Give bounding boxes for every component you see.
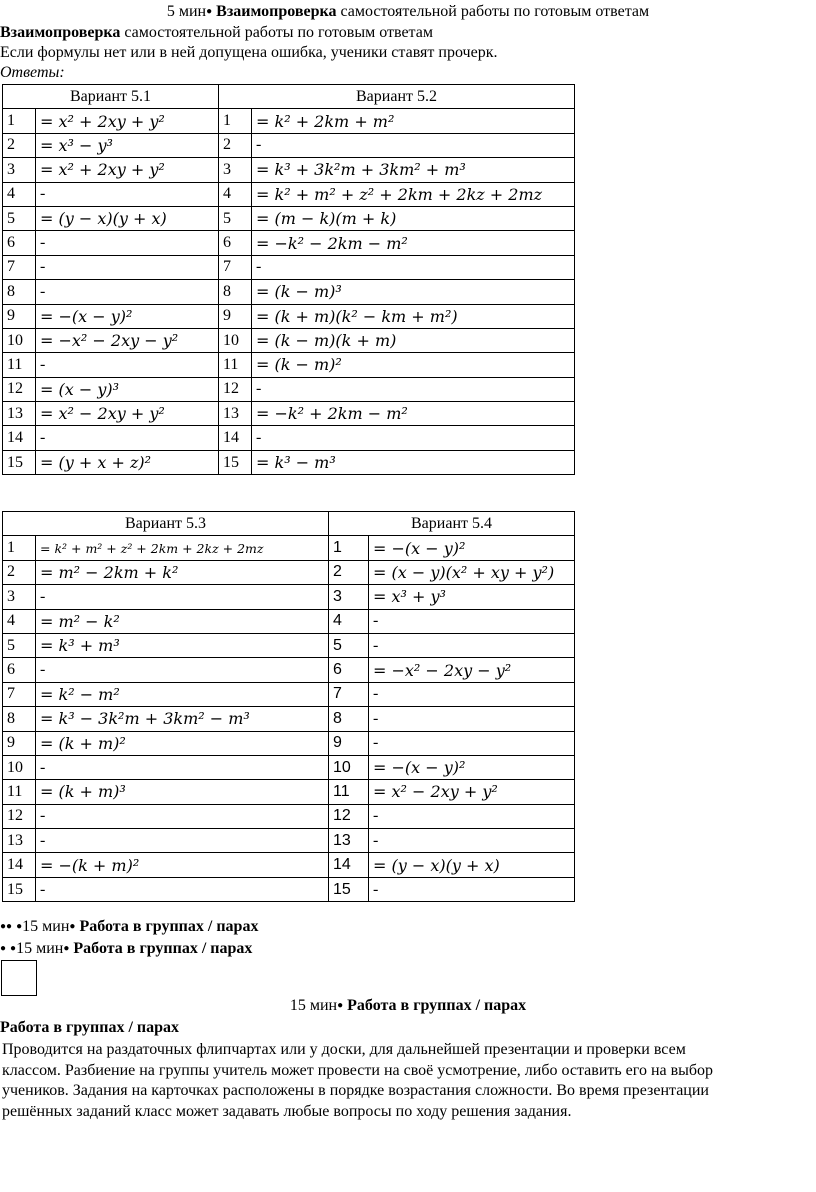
task-number: 11 <box>3 353 36 377</box>
task-number: 13 <box>3 402 36 426</box>
bullet-icon <box>63 940 69 957</box>
table-row <box>3 280 575 304</box>
bullet-icon <box>0 940 6 957</box>
task-number: 10 <box>3 328 36 352</box>
task-number: 13 <box>329 829 369 853</box>
table-header-row <box>3 85 575 109</box>
answer-cell: = k³ − 3k²m + 3km² − m³ <box>36 707 329 731</box>
task-number: 5 <box>219 206 252 230</box>
answer-cell: = (k − m)² <box>252 353 575 377</box>
task-number: 11 <box>329 780 369 804</box>
task-number: 2 <box>219 133 252 157</box>
answer-cell: = x² + 2xy + y² <box>36 109 219 133</box>
answer-cell: = (k + m)² <box>36 731 329 755</box>
table-row <box>3 877 575 901</box>
answer-cell: = k³ − m³ <box>252 450 575 474</box>
answers-table-2 <box>2 511 575 902</box>
table-row <box>3 231 575 255</box>
variant-header: Вариант 5.1 <box>3 85 219 109</box>
task-number: 7 <box>3 682 36 706</box>
table-row <box>3 707 575 731</box>
task-number: 11 <box>3 780 36 804</box>
answer-cell: = −k² − 2km − m² <box>252 231 575 255</box>
header-time: 5 мин <box>166 3 207 20</box>
table-row <box>3 609 575 633</box>
table-row <box>3 182 575 206</box>
answer-cell: - <box>369 804 575 828</box>
answer-cell: - <box>36 585 329 609</box>
paragraph-line: Проводится на раздаточных флипчартах или у доски, для дальнейшей презентации и проверки всем <box>2 1041 686 1058</box>
answer-cell: = k³ + m³ <box>36 633 329 657</box>
task-number: 6 <box>219 231 252 255</box>
answer-cell: = −x² − 2xy − y² <box>369 658 575 682</box>
answer-cell: = (x − y)³ <box>36 377 219 401</box>
answer-cell: - <box>36 658 329 682</box>
answer-cell: - <box>252 255 575 279</box>
instruction-line: Если формулы нет или в ней допущена ошибка, ученики ставят прочерк. <box>0 44 498 61</box>
task-number: 13 <box>3 829 36 853</box>
answer-cell: = k² + m² + z² + 2km + 2kz + 2mz <box>36 536 329 560</box>
task-number: 15 <box>3 877 36 901</box>
answer-cell: = (k − m)(k + m) <box>252 328 575 352</box>
task-number: 1 <box>3 536 36 560</box>
table-row <box>3 450 575 474</box>
answer-cell: = (k + m)(k² − km + m²) <box>252 304 575 328</box>
answers-table-1 <box>2 84 575 475</box>
table-row <box>3 377 575 401</box>
variant-header: Вариант 5.2 <box>219 85 575 109</box>
answer-cell: - <box>36 755 329 779</box>
table-row <box>3 206 575 230</box>
table-row <box>3 158 575 182</box>
task-number: 14 <box>219 426 252 450</box>
answer-cell: - <box>369 633 575 657</box>
answer-cell: - <box>369 609 575 633</box>
answer-cell: = k³ + 3k²m + 3km² + m³ <box>252 158 575 182</box>
task-number: 10 <box>3 755 36 779</box>
task-number: 4 <box>329 609 369 633</box>
paragraph-line: решённых заданий класс может задавать любые вопросы по ходу решения задания. <box>2 1102 572 1120</box>
answer-cell: = x² − 2xy + y² <box>369 780 575 804</box>
answer-cell: - <box>252 377 575 401</box>
table-row <box>3 328 575 352</box>
answer-cell: = (y − x)(y + x) <box>36 206 219 230</box>
description-paragraph <box>2 1040 802 1122</box>
task-number: 11 <box>219 353 252 377</box>
task-number: 6 <box>3 231 36 255</box>
task-number: 9 <box>3 304 36 328</box>
answer-cell: = (k + m)³ <box>36 780 329 804</box>
group-line-1: ● ● ● 15 мин● Работа в группах / парах <box>0 917 258 937</box>
task-number: 15 <box>3 450 36 474</box>
answer-cell: = x² − 2xy + y² <box>36 402 219 426</box>
answer-cell: = x³ − y³ <box>36 133 219 157</box>
answer-cell: = m² − k² <box>36 609 329 633</box>
answer-cell: - <box>36 280 219 304</box>
task-number: 3 <box>3 158 36 182</box>
paragraph-line: классом. Разбиение на группы учитель может провести на своё усмотрение, либо оставить его на выбор <box>2 1061 714 1079</box>
header-line <box>0 2 816 22</box>
task-number: 3 <box>3 585 36 609</box>
task-number: 9 <box>329 731 369 755</box>
header-bold: Взаимопроверка <box>216 3 337 20</box>
answer-cell: - <box>36 829 329 853</box>
header-rest: самостоятельной работы по готовым ответам <box>336 3 650 20</box>
answer-cell: = −(x − y)² <box>36 304 219 328</box>
answer-cell: = −(k + m)² <box>36 853 329 877</box>
answer-cell: - <box>36 353 219 377</box>
answer-cell: = −k² + 2km − m² <box>252 402 575 426</box>
table-row <box>3 585 575 609</box>
task-number: 1 <box>3 109 36 133</box>
task-number: 14 <box>3 426 36 450</box>
answer-cell: = k² + 2km + m² <box>252 109 575 133</box>
task-number: 6 <box>3 658 36 682</box>
empty-box <box>1 960 37 996</box>
table-row <box>3 304 575 328</box>
task-number: 8 <box>3 707 36 731</box>
table-header-row <box>3 512 575 536</box>
table-row <box>3 755 575 779</box>
answer-cell: = x³ + y³ <box>369 585 575 609</box>
answer-cell: = −(x − y)² <box>369 536 575 560</box>
group-line-2: ● ● 15 мин● Работа в группах / парах <box>0 939 252 959</box>
bullet-icon <box>206 3 212 20</box>
answer-cell: - <box>36 231 219 255</box>
task-number: 1 <box>219 109 252 133</box>
answer-cell: = −x² − 2xy − y² <box>36 328 219 352</box>
task-number: 15 <box>329 877 369 901</box>
task-number: 8 <box>329 707 369 731</box>
answer-cell: = (y + x + z)² <box>36 450 219 474</box>
bullet-icon <box>337 997 343 1014</box>
task-number: 7 <box>329 682 369 706</box>
answers-label: Ответы: <box>0 64 65 81</box>
table-row <box>3 780 575 804</box>
answer-cell: = −(x − y)² <box>369 755 575 779</box>
answer-cell: = (y − x)(y + x) <box>369 853 575 877</box>
variant-header: Вариант 5.4 <box>329 512 575 536</box>
answer-cell: - <box>369 877 575 901</box>
task-number: 7 <box>3 255 36 279</box>
task-number: 3 <box>329 585 369 609</box>
table-row <box>3 402 575 426</box>
group-line-3: 15 мин● Работа в группах / парах <box>0 996 816 1016</box>
answer-cell: - <box>252 426 575 450</box>
table-row <box>3 804 575 828</box>
task-number: 1 <box>329 536 369 560</box>
task-number: 12 <box>3 804 36 828</box>
answer-cell: = m² − 2km + k² <box>36 560 329 584</box>
task-number: 4 <box>3 609 36 633</box>
answer-cell: - <box>36 877 329 901</box>
variant-header: Вариант 5.3 <box>3 512 329 536</box>
answer-cell: - <box>369 829 575 853</box>
task-number: 14 <box>329 853 369 877</box>
task-number: 12 <box>219 377 252 401</box>
table-row <box>3 853 575 877</box>
table-row <box>3 426 575 450</box>
bullet-icon <box>69 918 75 935</box>
table-row <box>3 133 575 157</box>
task-number: 6 <box>329 658 369 682</box>
task-number: 8 <box>219 280 252 304</box>
answer-cell: - <box>36 804 329 828</box>
task-number: 9 <box>3 731 36 755</box>
task-number: 12 <box>3 377 36 401</box>
answer-cell: - <box>36 426 219 450</box>
subtitle-rest: самостоятельной работы по готовым ответам <box>120 24 433 41</box>
table-row <box>3 353 575 377</box>
answer-cell: = (x − y)(x² + xy + y²) <box>369 560 575 584</box>
table-row <box>3 255 575 279</box>
answer-cell: - <box>369 707 575 731</box>
answer-cell: = (m − k)(m + k) <box>252 206 575 230</box>
task-number: 3 <box>219 158 252 182</box>
answer-cell: - <box>36 255 219 279</box>
table-row <box>3 109 575 133</box>
answer-cell: - <box>369 731 575 755</box>
task-number: 5 <box>3 633 36 657</box>
table-row <box>3 829 575 853</box>
answer-cell: - <box>252 133 575 157</box>
answer-cell: - <box>36 182 219 206</box>
table-row <box>3 633 575 657</box>
group-heading: Работа в группах / парах <box>0 1019 179 1036</box>
subtitle-bold: Взаимопроверка <box>0 24 121 41</box>
task-number: 13 <box>219 402 252 426</box>
answer-cell: = k² + m² + z² + 2km + 2kz + 2mz <box>252 182 575 206</box>
task-number: 9 <box>219 304 252 328</box>
task-number: 14 <box>3 853 36 877</box>
subtitle-line <box>0 23 433 43</box>
task-number: 15 <box>219 450 252 474</box>
answer-cell: - <box>369 682 575 706</box>
task-number: 4 <box>3 182 36 206</box>
task-number: 4 <box>219 182 252 206</box>
task-number: 5 <box>3 206 36 230</box>
answer-cell: = x² + 2xy + y² <box>36 158 219 182</box>
answer-cell: = k² − m² <box>36 682 329 706</box>
paragraph-line: учеников. Задания на карточках расположены в порядке возрастания сложности. Во время презентации <box>2 1082 709 1099</box>
task-number: 10 <box>219 328 252 352</box>
task-number: 7 <box>219 255 252 279</box>
task-number: 2 <box>3 560 36 584</box>
task-number: 5 <box>329 633 369 657</box>
task-number: 2 <box>329 560 369 584</box>
table-row <box>3 658 575 682</box>
task-number: 10 <box>329 755 369 779</box>
task-number: 8 <box>3 280 36 304</box>
task-number: 12 <box>329 804 369 828</box>
task-number: 2 <box>3 133 36 157</box>
table-row <box>3 560 575 584</box>
answer-cell: = (k − m)³ <box>252 280 575 304</box>
table-row <box>3 682 575 706</box>
table-row <box>3 536 575 560</box>
bullet-icon <box>6 918 12 935</box>
table-row <box>3 731 575 755</box>
